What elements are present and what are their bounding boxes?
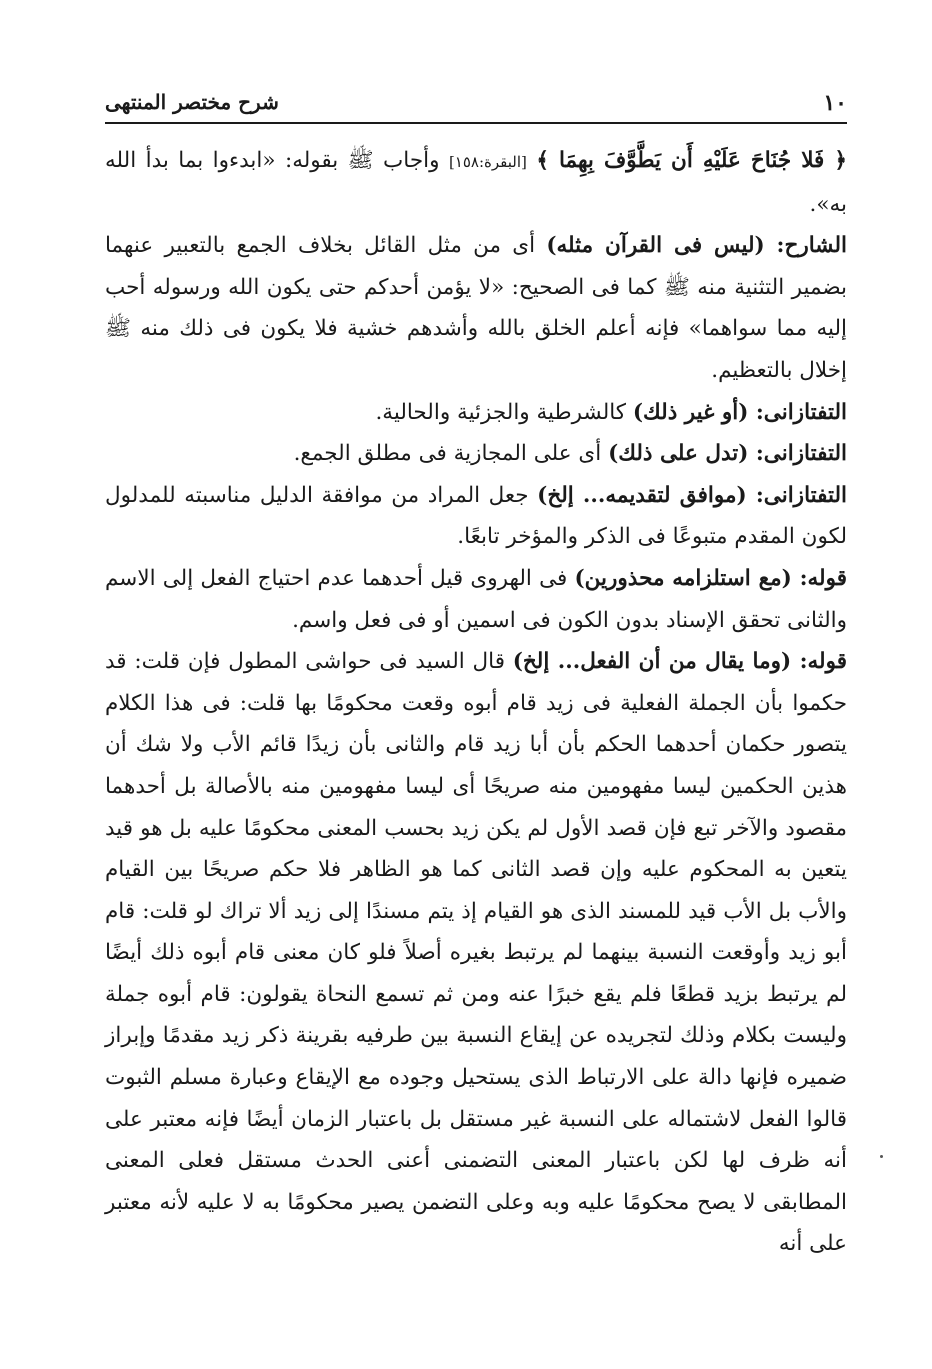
- paragraph-lead: قوله: (مع استلزامه محذورين): [574, 565, 847, 591]
- paragraph-text: وأجاب ﷺ بقوله: «ابدءوا بما بدأ الله به».: [105, 148, 847, 217]
- paragraph-lead: التفتازانى: (تدل على ذلك): [608, 441, 847, 467]
- paragraph-lead: التفتازانى: (أو غير ذلك): [632, 399, 847, 425]
- page-header: [105, 84, 847, 124]
- verse-reference: [البقرة:١٥٨]: [448, 153, 527, 171]
- paragraph-taftazani-1: [105, 392, 847, 434]
- page-number: ١٠: [823, 90, 847, 116]
- paragraph-text: جعل المراد من موافقة الدليل مناسبته للمدلول لكون المقدم متبوعًا فى الذكر والمؤخر تابعًا.: [105, 482, 847, 550]
- header-rule: [105, 122, 847, 124]
- paragraph-text: أى من مثل القائل بخلاف الجمع بالتعبير عنهما بضمير التثنية منه ﷺ كما فى الصحيح: «لا يؤمن أحدكم حتى يكون الله ورسوله أحب إليه مما سواهما» فإنه أعلم الخلق بالله وأشدهم خشية فلا يكون فى ذلك منه ﷺ إخلال بالتعظيم.: [105, 233, 847, 383]
- paragraph-text: فى الهروى قيل أحدهما عدم احتياج الفعل إلى الاسم والثانى تحقق الإسناد بدون الكون فى اسمين أو فى فعل واسم.: [105, 565, 847, 633]
- margin-dot: [880, 1155, 883, 1158]
- quran-verse: ﴿ فَلا جُنَاحَ عَلَيْهِ أَن يَطَّوَّفَ بِهِمَا ﴾: [536, 148, 847, 173]
- paragraph-text: قال السيد فى حواشى المطول فإن قلت: قد حكموا بأن الجملة الفعلية فى زيد قام أبوه وقعت محكومًا بها قلت: فى هذا الكلام يتصور حكمان أحدهما الحكم بأن أبا زيد قام والثانى بأن زيدًا قائم الأب ولا شك أن هذين الحكمين ليسا مفهومين منه صريحًا أى ليسا مفهومين منه بالأصالة بل أحدهما مقصود والآخر تبع فإن قصد الأول لم يكن زيد بحسب المعنى محكومًا عليه بل هو قيد يتعين به المحكوم عليه وإن قصد الثانى كما هو الظاهر فلا حكم صريحًا بين القيام والأب بل الأب قيد للمسند الذى هو القيام إذ يتم مسندًا إلى زيد ألا تراك لو قلت: قام أبو زيد وأوقعت النسبة بينهما لم يرتبط بغيره أصلاً فلو كان معنى قام أبوه ذلك أيضًا لم يرتبط بزيد قطعًا فلم يقع خبرًا عنه ومن ثم تسمع النحاة يقولون: قام أبوه جملة وليست بكلام وذلك لتجريده عن إيقاع النسبة بين طرفيه بقرينة ذكر زيد مقدمًا وإبراز ضميره فإنها دالة على الارتباط الذى يستحيل وجوده مع الإيقاع وعبارة مسلم الثبوت قالوا الفعل لاشتماله على النسبة غير مستقل بل باعتبار الزمان أيضًا فإنه معتبر على أنه ظرف لها لكن باعتبار المعنى التضمنى أعنى الحدث مستقل فعلى المعنى المطابقى لا يصح محكومًا عليه وبه وعلى التضمن يصير محكومًا به لا عليه لأنه معتبر على أنه: [105, 649, 847, 1257]
- paragraph-text: أى على المجازية فى مطلق الجمع.: [293, 441, 602, 467]
- running-title: شرح مختصر المنتهى: [105, 90, 279, 114]
- paragraph-text: كالشرطية والجزئية والحالية.: [375, 399, 627, 425]
- paragraph-taftazani-3: [105, 475, 847, 558]
- paragraph-qawluhu-2: [105, 641, 847, 1265]
- paragraph-lead: قوله: (وما يقال من أن الفعل... إلخ): [512, 649, 847, 675]
- paragraph-qawluhu-1: [105, 558, 847, 641]
- text-body: [105, 140, 847, 1265]
- paragraph-sharih: [105, 225, 847, 391]
- paragraph-lead: التفتازانى: (موافق لتقديمه... إلخ): [537, 482, 847, 508]
- paragraph-lead: الشارح: (ليس فى القرآن مثله): [546, 233, 848, 259]
- paragraph-quran-verse: [105, 140, 847, 225]
- paragraph-taftazani-2: [105, 433, 847, 475]
